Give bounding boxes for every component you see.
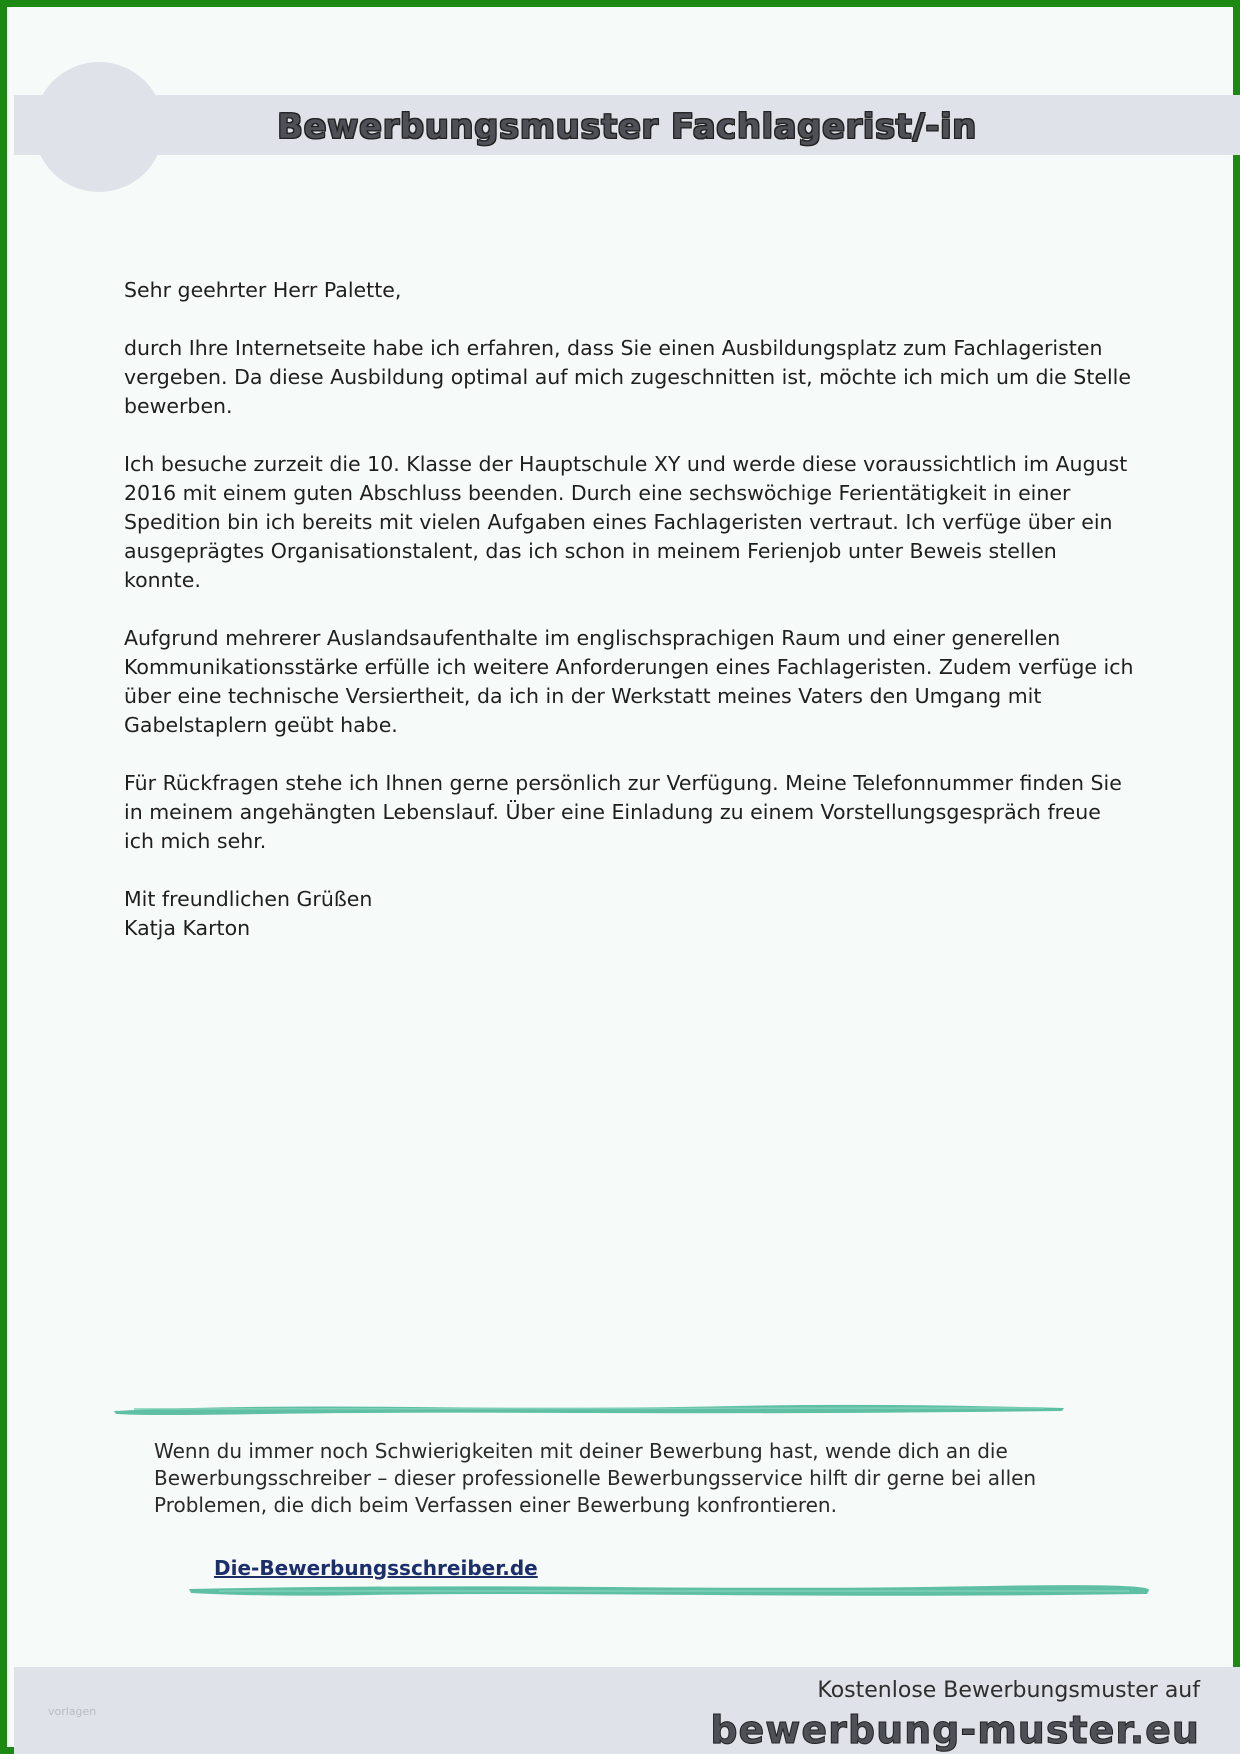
watermark-text: vorlagen	[48, 1705, 97, 1718]
promo-text: Wenn du immer noch Schwierigkeiten mit deiner Bewerbung hast, wende dich an die Bewerbungsschreiber – dieser professionelle Bewerbungsservice hilft dir gerne bei allen Problemen, die dich beim Verfassen einer Bewerbung konfrontieren.	[154, 1439, 1037, 1517]
letter-paragraph: durch Ihre Internetseite habe ich erfahren, dass Sie einen Ausbildungsplatz zum Fachlageristen vergeben. Da diese Ausbildung optimal auf mich zugeschnitten ist, möchte ich mich um die Stelle bewerben.	[124, 336, 1131, 418]
letter-paragraph: Ich besuche zurzeit die 10. Klasse der Hauptschule XY und werde diese voraussichtlich im August 2016 mit einem guten Abschluss beenden. Durch eine sechswöchige Ferientätigkeit in einer Spedition bin ich bereits mit vielen Aufgaben eines Fachlageristen vertraut. Ich verfüge über ein ausgeprägtes Organisationstalent, das ich schon in meinem Ferienjob unter Beweis stellen konnte.	[124, 452, 1128, 592]
letter-body	[124, 276, 1134, 943]
letter-signature: Katja Karton	[124, 916, 251, 940]
bewerbungsschreiber-link[interactable]: Die-Bewerbungsschreiber.de	[214, 1556, 538, 1580]
page-content	[14, 14, 1240, 1754]
letter-paragraph: Für Rückfragen stehe ich Ihnen gerne persönlich zur Verfügung. Meine Telefonnummer finden Sie in meinem angehängten Lebenslauf. Über eine Einladung zu einem Vorstellungsgespräch freue ich mich sehr.	[124, 771, 1122, 853]
footer-caption: Kostenlose Bewerbungsmuster auf	[817, 1678, 1200, 1703]
footer-site-link[interactable]: bewerbung-muster.eu	[710, 1708, 1200, 1752]
brush-stroke-top-decoration	[114, 1402, 1064, 1416]
page-title: Bewerbungsmuster Fachlagerist/-in	[277, 107, 977, 147]
letter-closing: Mit freundlichen Grüßen	[124, 887, 373, 911]
letter-paragraph: Aufgrund mehrerer Auslandsaufenthalte im englischsprachigen Raum und einer generellen Kommunikationsstärke erfülle ich weitere Anforderungen eines Fachlageristen. Zudem verfüge ich über eine technische Versiertheit, da ich in der Werkstatt meines Vaters den Umgang mit Gabelstaplern geübt habe.	[124, 626, 1134, 737]
letter-salutation: Sehr geehrter Herr Palette,	[124, 278, 402, 302]
brush-stroke-bottom-decoration	[189, 1582, 1149, 1598]
